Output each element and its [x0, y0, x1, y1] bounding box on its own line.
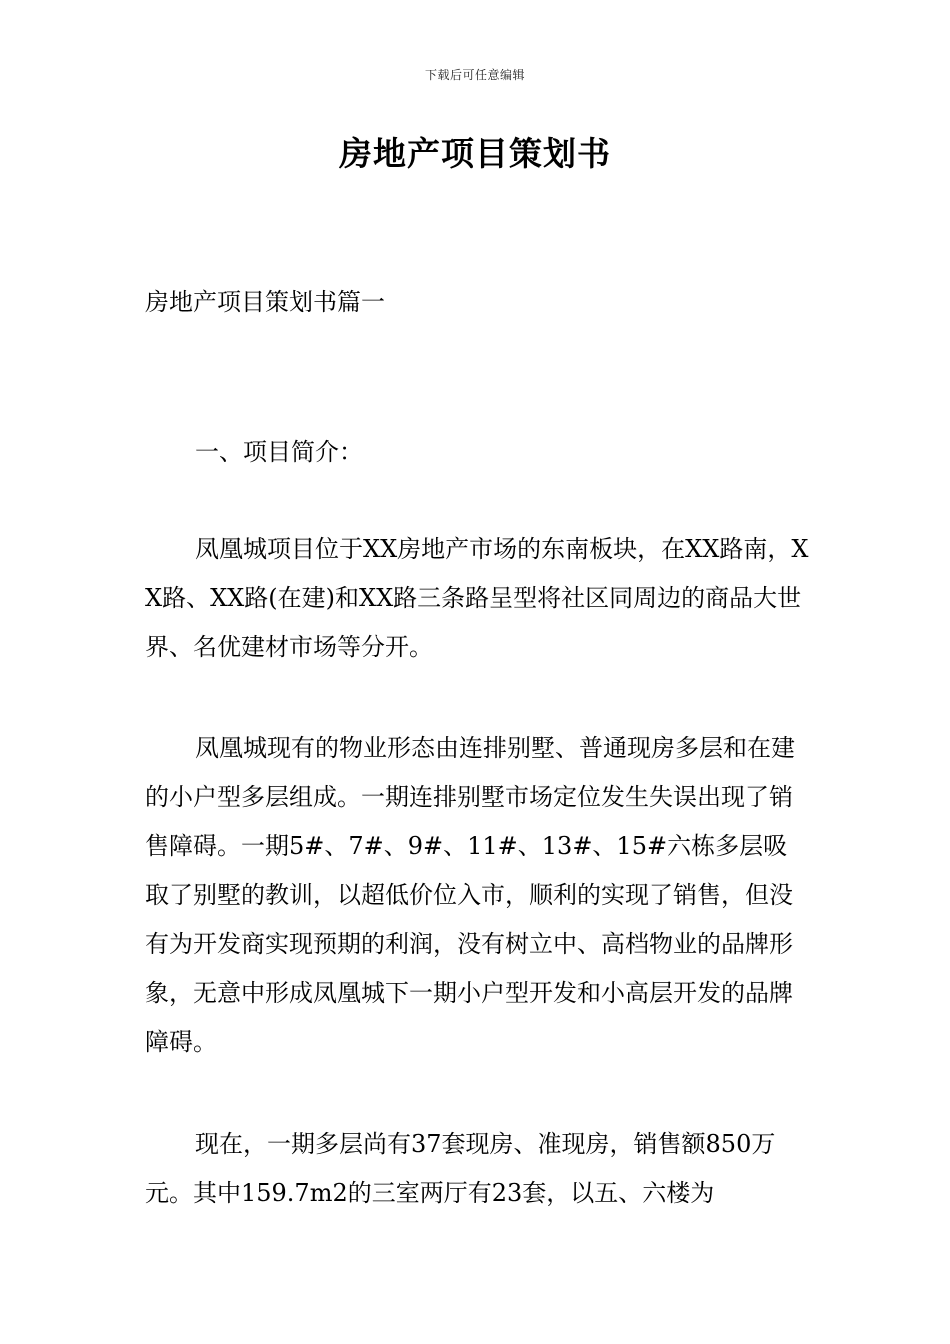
- paragraph: 凤凰城现有的物业形态由连排别墅、普通现房多层和在建的小户型多层组成。一期连排别墅市场定位发生失误出现了销售障碍。一期5#、7#、9#、11#、13#、15#六栋多层吸取了别墅的教训，以超低价位入市，顺利的实现了销售，但没有为开发商实现预期的利润，没有树立中、高档物业的品牌形象，无意中形成凤凰城下一期小户型开发和小高层开发的品牌障碍。: [145, 734, 795, 1056]
- header-note: 下载后可任意编辑: [424, 68, 525, 82]
- paragraph: 现在，一期多层尚有37套现房、准现房，销售额850万元。其中159.7m2的三室两厅有23套，以五、六楼为: [145, 1130, 776, 1207]
- document-subtitle: 房地产项目策划书篇一: [145, 288, 385, 316]
- paragraph: 凤凰城项目位于XX房地产市场的东南板块，在XX路南，XX路、XX路(在建)和XX路三条路呈型将社区同周边的商品大世界、名优建材市场等分开。: [145, 535, 809, 661]
- document-title: 房地产项目策划书: [339, 134, 611, 173]
- section-heading: 一、项目简介：: [195, 438, 363, 466]
